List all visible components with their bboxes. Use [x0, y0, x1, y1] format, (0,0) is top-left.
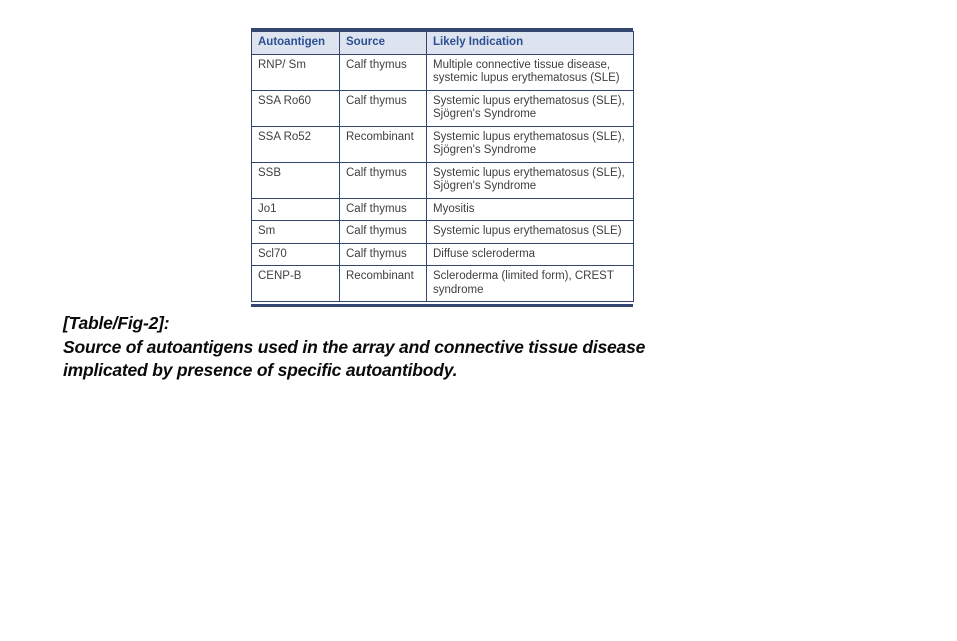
caption-text-line-1: Source of autoantigens used in the array and connective tissue disease — [63, 336, 646, 357]
caption-label: [Table/Fig-2]: — [63, 313, 170, 333]
indication-cell: Myositis — [427, 198, 634, 221]
autoantigen-table — [251, 31, 634, 302]
autoantigen-cell: Jo1 — [252, 198, 340, 221]
source-cell: Calf thymus — [340, 90, 427, 126]
table-row — [252, 243, 634, 266]
indication-cell: Multiple connective tissue disease, systemic lupus erythematosus (SLE) — [427, 54, 634, 90]
source-cell: Calf thymus — [340, 54, 427, 90]
table-header-row — [252, 32, 634, 55]
figure-caption — [63, 312, 823, 383]
table-row — [252, 198, 634, 221]
col-header-autoantigen: Autoantigen — [252, 32, 340, 55]
source-cell: Calf thymus — [340, 198, 427, 221]
col-header-source: Source — [340, 32, 427, 55]
indication-cell: Diffuse scleroderma — [427, 243, 634, 266]
col-header-likely-indication: Likely Indication — [427, 32, 634, 55]
autoantigen-cell: SSA Ro52 — [252, 126, 340, 162]
indication-cell: Systemic lupus erythematosus (SLE), Sjögren's Syndrome — [427, 126, 634, 162]
source-cell: Recombinant — [340, 126, 427, 162]
indication-cell: Systemic lupus erythematosus (SLE), Sjögren's Syndrome — [427, 90, 634, 126]
autoantigen-cell: SSA Ro60 — [252, 90, 340, 126]
autoantigen-cell: SSB — [252, 162, 340, 198]
table-row — [252, 54, 634, 90]
table-row — [252, 221, 634, 244]
table-row — [252, 90, 634, 126]
autoantigen-table-figure — [251, 28, 633, 307]
autoantigen-cell: RNP/ Sm — [252, 54, 340, 90]
source-cell: Calf thymus — [340, 162, 427, 198]
source-cell: Calf thymus — [340, 243, 427, 266]
indication-cell: Scleroderma (limited form), CREST syndrome — [427, 266, 634, 302]
autoantigen-cell: CENP-B — [252, 266, 340, 302]
source-cell: Calf thymus — [340, 221, 427, 244]
indication-cell: Systemic lupus erythematosus (SLE) — [427, 221, 634, 244]
caption-text-line-2: implicated by presence of specific autoantibody. — [63, 360, 458, 380]
table-row — [252, 126, 634, 162]
autoantigen-cell: Scl70 — [252, 243, 340, 266]
table-row — [252, 266, 634, 302]
table-row — [252, 162, 634, 198]
source-cell: Recombinant — [340, 266, 427, 302]
indication-cell: Systemic lupus erythematosus (SLE), Sjögren's Syndrome — [427, 162, 634, 198]
autoantigen-cell: Sm — [252, 221, 340, 244]
